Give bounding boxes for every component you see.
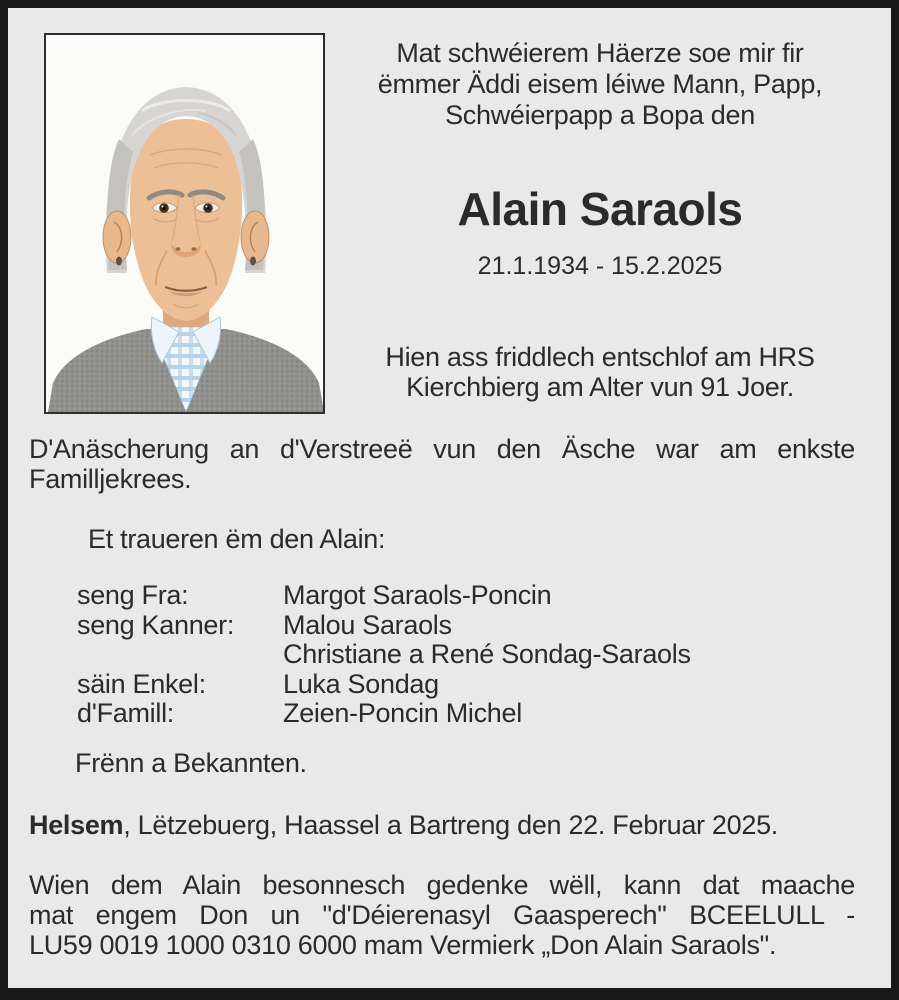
family-member: Margot Saraols-Poncin xyxy=(283,580,552,610)
family-member: Zeien-Poncin Michel xyxy=(283,698,522,728)
place-name: Helsem xyxy=(29,810,124,840)
family-member: Christiane a René Sondag-Saraols xyxy=(283,639,691,669)
donation-line: Wien dem Alain besonnesch gedenke wëll, kann dat maache xyxy=(29,870,855,900)
cremation-line: Familljekrees. xyxy=(29,464,192,494)
place-date-rest: , Lëtzebuerg, Haassel a Bartreng den 22. Februar 2025. xyxy=(123,810,778,840)
family-relation: seng Kanner: xyxy=(77,609,235,640)
donation-paragraph xyxy=(29,870,855,960)
family-member: Malou Saraols xyxy=(283,609,452,640)
intro-line: Schwéierpapp a Bopa den xyxy=(445,100,755,130)
family-row xyxy=(77,640,691,670)
death-announcement xyxy=(332,342,868,402)
death-line: Kierchbierg am Alter vun 91 Joer. xyxy=(406,372,794,402)
life-dates: 21.1.1934 - 15.2.2025 xyxy=(477,252,723,280)
family-member: Luka Sondag xyxy=(283,668,439,699)
family-relation: seng Fra: xyxy=(77,580,189,610)
death-line: Hien ass friddlech entschlof am HRS xyxy=(385,342,815,372)
portrait-illustration xyxy=(46,35,323,412)
deceased-name-block xyxy=(332,184,868,234)
cremation-paragraph xyxy=(29,434,855,494)
family-list xyxy=(77,581,691,729)
portrait-photo xyxy=(44,33,325,414)
family-relation xyxy=(77,640,283,670)
family-relation: d'Famill: xyxy=(77,698,174,728)
family-relation: säin Enkel: xyxy=(77,668,206,699)
place-date-line xyxy=(29,810,778,840)
intro-line: ëmmer Äddi eisem léiwe Mann, Papp, xyxy=(377,69,823,99)
family-row xyxy=(77,670,691,700)
family-row xyxy=(77,611,691,641)
donation-line: mat engem Don un "d'Déierenasyl Gaasperech" BCEELULL - xyxy=(29,900,855,930)
friends-line: Frënn a Bekannten. xyxy=(75,748,307,778)
donation-line: LU59 0019 1000 0310 6000 mam Vermierk „Don Alain Saraols". xyxy=(29,930,777,960)
family-row xyxy=(77,699,691,729)
intro-text xyxy=(332,38,868,131)
mourning-intro: Et traueren ëm den Alain: xyxy=(88,524,386,554)
family-row xyxy=(77,581,691,611)
cremation-line: D'Anäscherung an d'Verstreeë vun den Äsche war am enkste xyxy=(29,434,855,464)
intro-line: Mat schwéierem Häerze soe mir fir xyxy=(396,38,804,68)
deceased-name: Alain Saraols xyxy=(457,183,743,235)
